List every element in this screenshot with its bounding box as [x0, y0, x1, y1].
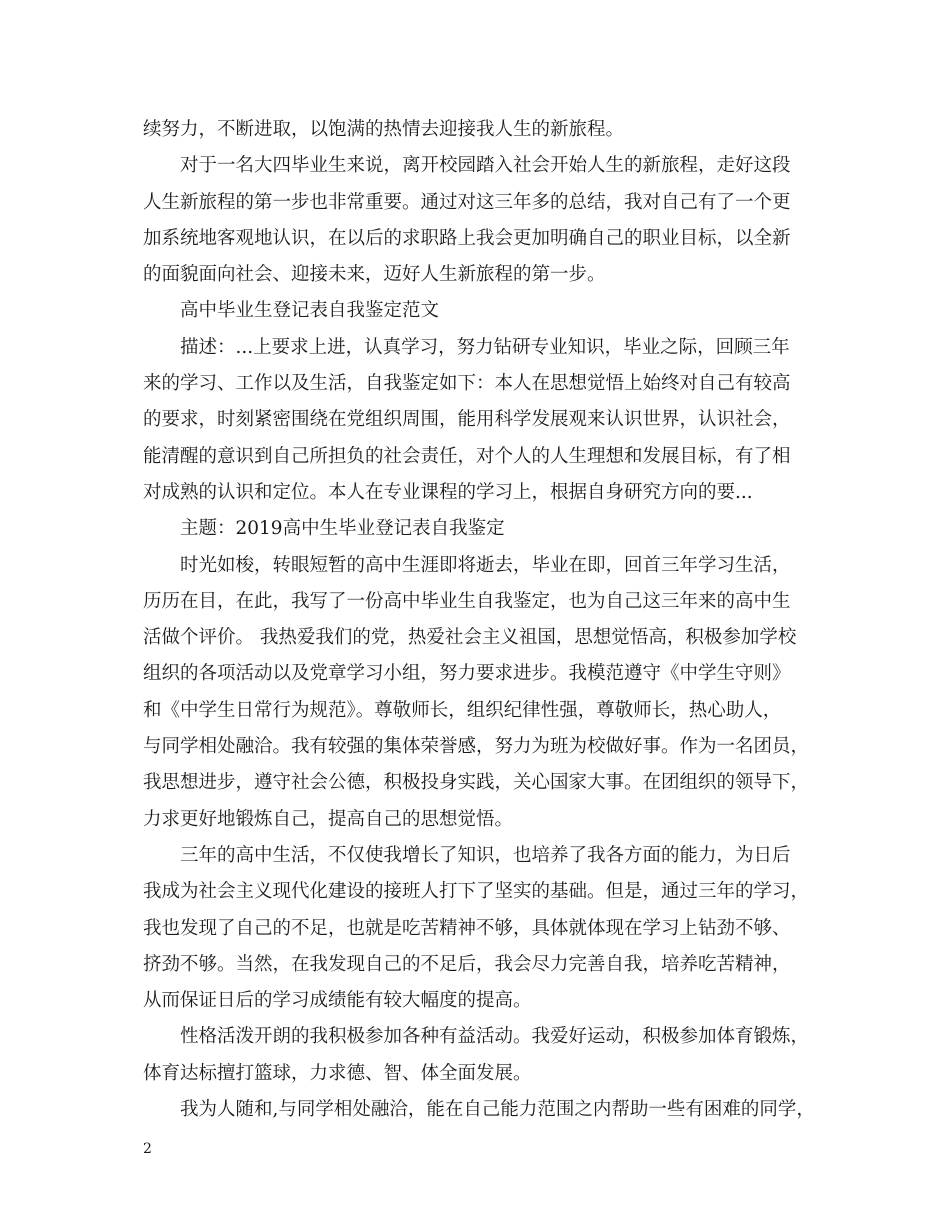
text-line: 和《中学生日常行为规范》。尊敬师长，组织纪律性强，尊敬师长，热心助人， [143, 699, 782, 721]
text-line: 我也发现了自己的不足，也就是吃苦精神不够，具体就体现在学习上钻劲不够、 [143, 917, 791, 939]
text-line: 我成为社会主义现代化建设的接班人打下了坚实的基础。但是，通过三年的学习， [143, 881, 810, 903]
text-line: 人生新旅程的第一步也非常重要。通过对这三年多的总结，我对自己有了一个更 [143, 191, 791, 213]
text-line: 我为人随和,与同学相处融洽，能在自己能力范围之内帮助一些有困难的同学， [180, 1099, 815, 1121]
text-line: 历历在目，在此，我写了一份高中毕业生自我鉴定，也为自己这三年来的高中生 [143, 590, 791, 612]
text-line: 来的学习、工作以及生活，自我鉴定如下：本人在思想觉悟上始终对自己有较高 [143, 373, 791, 395]
text-line: 活做个评价。 我热爱我们的党，热爱社会主义祖国，思想觉悟高，积极参加学校 [143, 627, 797, 649]
text-line: 力求更好地锻炼自己，提高自己的思想觉悟。 [143, 808, 514, 830]
text-line: 从而保证日后的学习成绩能有较大幅度的提高。 [143, 990, 532, 1012]
text-line: 续努力，不断进取，以饱满的热情去迎接我人生的新旅程。 [143, 119, 625, 140]
text-line: 加系统地客观地认识，在以后的求职路上我会更加明确自己的职业目标，以全新 [143, 227, 791, 249]
text-line: 对成熟的认识和定位。本人在专业课程的学习上，根据自身研究方向的要... [143, 481, 753, 503]
text-line: 的面貌面向社会、迎接未来，迈好人生新旅程的第一步。 [143, 264, 606, 286]
page-number: 2 [143, 1141, 152, 1157]
text-line: 的要求，时刻紧密围绕在党组织周围，能用科学发展观来认识世界，认识社会， [143, 409, 791, 431]
text-line: 体育达标擅打篮球，力求德、智、体全面发展。 [143, 1062, 532, 1084]
text-line: 挤劲不够。当然，在我发现自己的不足后，我会尽力完善自我，培养吃苦精神， [143, 953, 791, 975]
topic-line: 主题：2019高中生毕业登记表自我鉴定 [180, 518, 505, 540]
text-line: 我思想进步，遵守社会公德，积极投身实践，关心国家大事。在团组织的领导下， [143, 772, 810, 794]
text-line: 三年的高中生活，不仅使我增长了知识，也培养了我各方面的能力，为日后 [180, 844, 791, 866]
text-line: 时光如梭，转眼短暂的高中生涯即将逝去，毕业在即，回首三年学习生活， [180, 554, 791, 576]
text-line: 能清醒的意识到自己所担负的社会责任，对个人的人生理想和发展目标，有了相 [143, 445, 791, 467]
text-line: 性格活泼开朗的我积极参加各种有益活动。我爱好运动，积极参加体育锻炼， [180, 1026, 810, 1048]
text-line: 与同学相处融洽。我有较强的集体荣誉感，努力为班为校做好事。作为一名团员， [143, 736, 810, 758]
section-heading: 高中毕业生登记表自我鉴定范文 [180, 300, 440, 322]
text-line: 描述：...上要求上进，认真学习，努力钻研专业知识，毕业之际，回顾三年 [180, 336, 790, 358]
text-line: 对于一名大四毕业生来说，离开校园踏入社会开始人生的新旅程，走好这段 [180, 155, 791, 177]
text-line: 组织的各项活动以及党章学习小组，努力要求进步。我模范遵守《中学生守则》 [143, 663, 791, 685]
document-body [143, 112, 813, 1128]
